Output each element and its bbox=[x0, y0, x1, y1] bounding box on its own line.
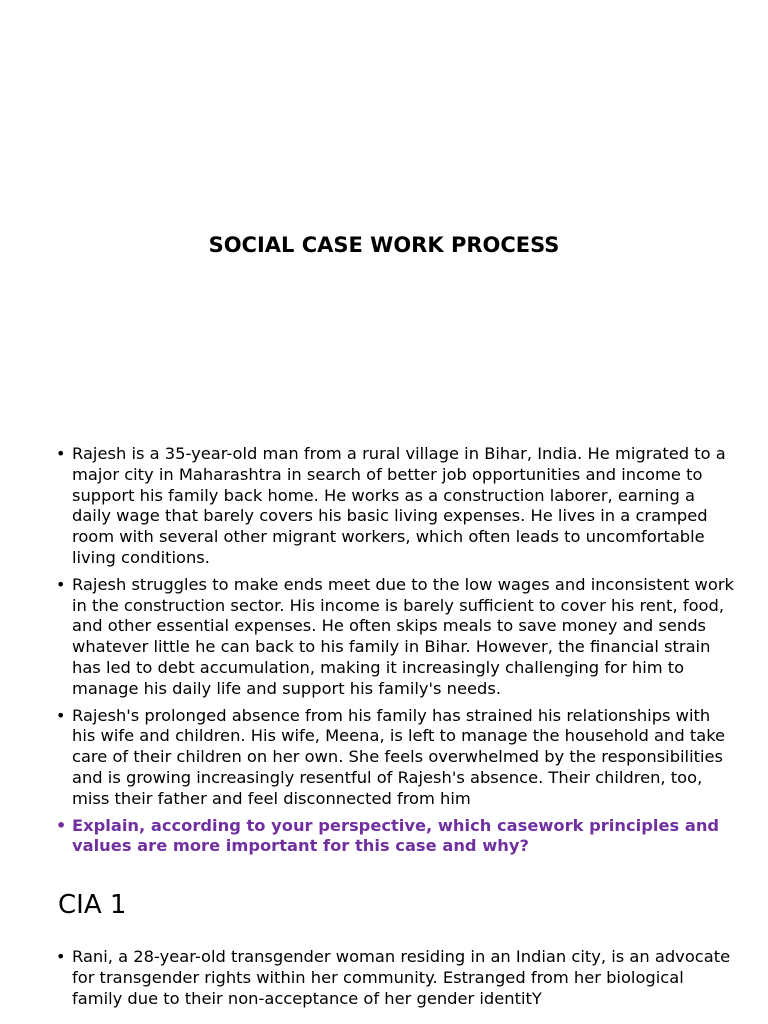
list-item bbox=[56, 706, 736, 810]
bullet-text: Rajesh struggles to make ends meet due to the low wages and inconsistent work in the construction sector. His income is barely sufficient to cover his rent, food, and other essential expenses. He often skips meals to save money and sends whatever little he can back to his family in Bihar. However, the financial strain has led to debt accumulation, making it increasingly challenging for him to manage his daily life and support his family's needs. bbox=[72, 574, 734, 698]
cia-bullet-list bbox=[56, 947, 736, 1015]
bullet-text: Rani, a 28-year-old transgender woman residing in an Indian city, is an advocate for transgender rights within her community. Estranged from her biological family due to their non-acceptance of her gender identitY bbox=[72, 947, 731, 1008]
question-item bbox=[56, 816, 736, 858]
list-item bbox=[56, 947, 736, 1009]
section-heading: CIA 1 bbox=[58, 890, 127, 920]
page-title: SOCIAL CASE WORK PROCESS bbox=[208, 233, 560, 257]
bullet-text: Rajesh's prolonged absence from his family has strained his relationships with his wife and children. His wife, Meena, is left to manage the household and take care of their children on her own. She feels overwhelmed by the responsibilities and is growing increasingly resentful of Rajesh's absence. Their children, too, miss their father and feel disconnected from him bbox=[72, 705, 726, 808]
bullet-icon: • bbox=[56, 574, 66, 594]
question-text: Explain, according to your perspective, which casework principles and values are more important for this case and why? bbox=[72, 815, 720, 856]
bullet-icon: • bbox=[56, 444, 66, 463]
list-item bbox=[56, 444, 736, 569]
bullet-icon: • bbox=[56, 705, 66, 725]
bullet-text: Rajesh is a 35-year-old man from a rural village in Bihar, India. He migrated to a major city in Maharashtra in search of better job opportunities and income to support his family back home. He works as a construction laborer, earning a daily wage that barely covers his basic living expenses. He lives in a cramped room with several other migrant workers, which often leads to uncomfortable living conditions. bbox=[72, 444, 726, 567]
bullet-icon: • bbox=[56, 947, 66, 966]
bullet-icon: • bbox=[56, 815, 67, 835]
list-item bbox=[56, 575, 736, 700]
case-bullet-list bbox=[56, 444, 736, 863]
